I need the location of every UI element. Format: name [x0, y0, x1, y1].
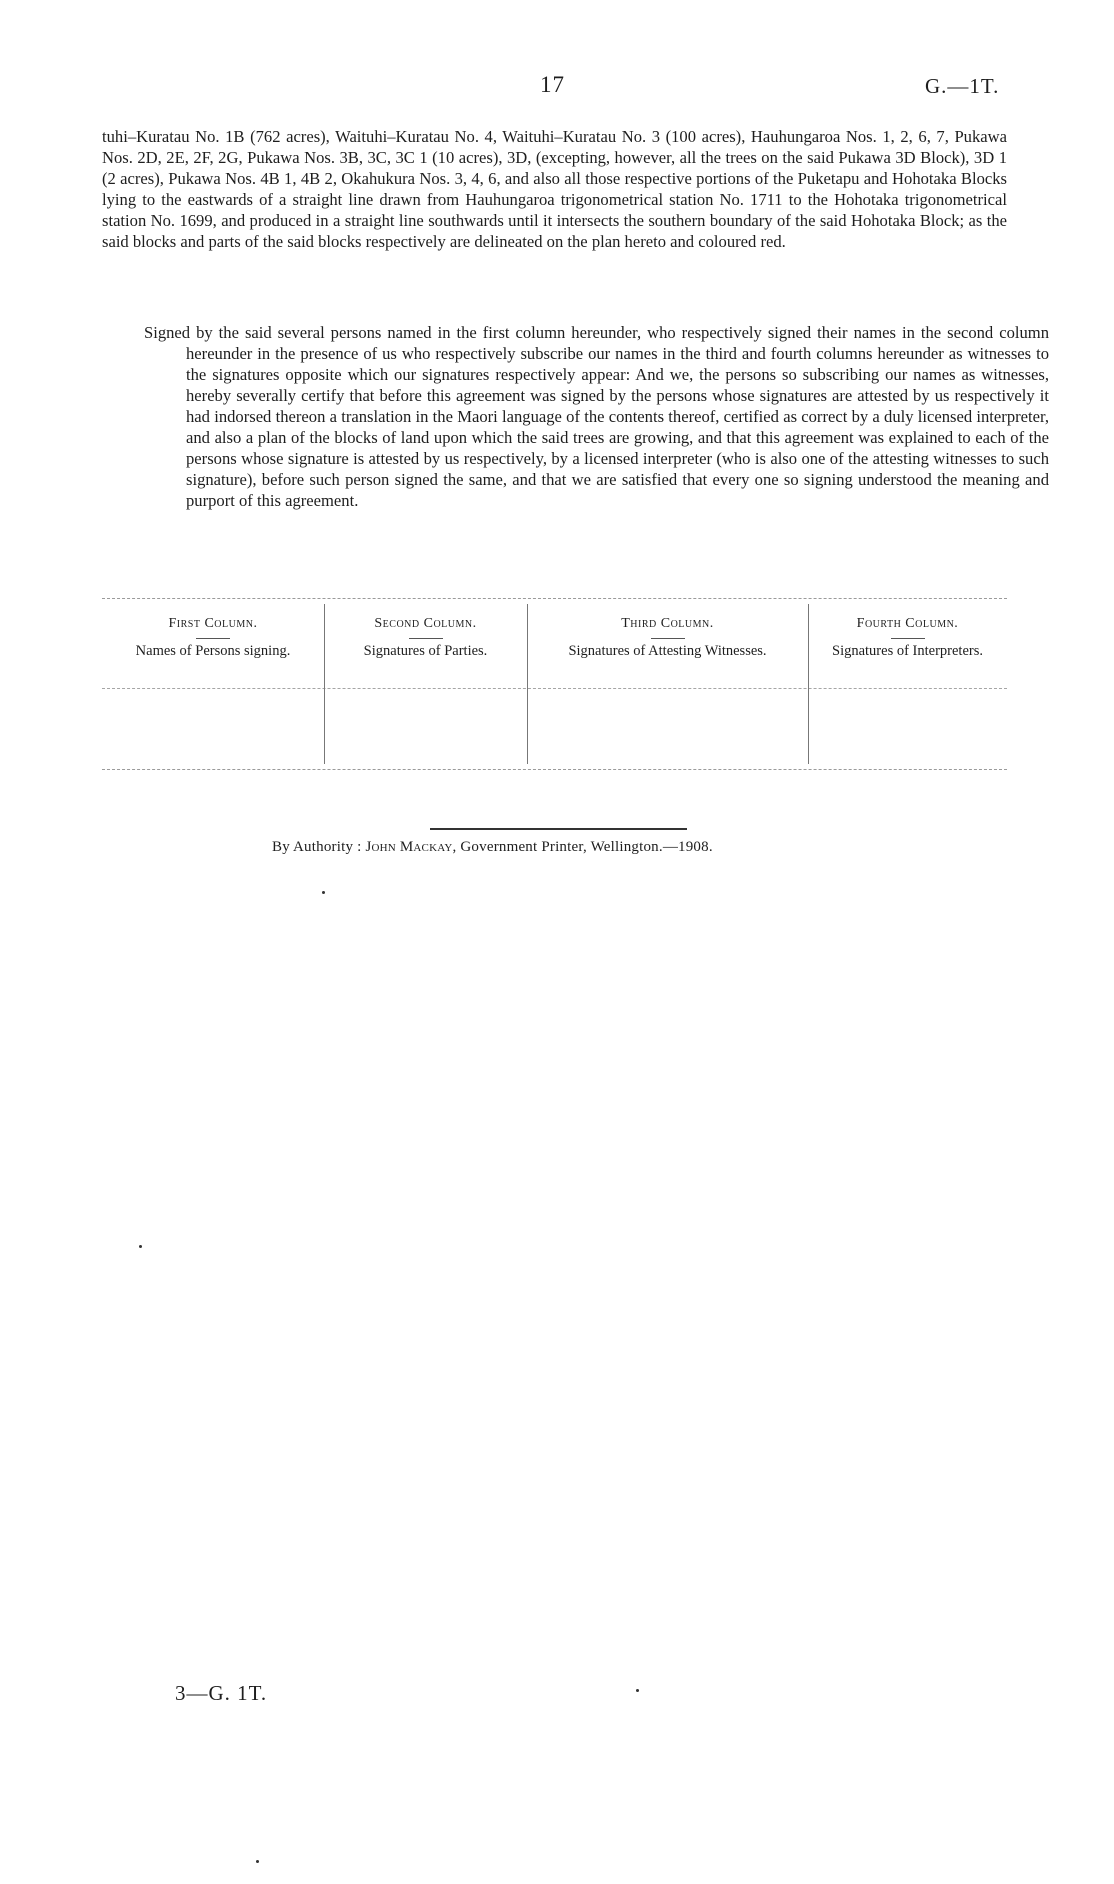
imprint-prefix: By Authority :	[272, 839, 366, 855]
heading-dash	[891, 638, 925, 639]
heading-dash	[196, 638, 230, 639]
column-heading: First Column.	[168, 616, 258, 631]
column-heading: Fourth Column.	[856, 616, 959, 631]
signature-columns-table	[102, 598, 1007, 770]
ink-speck	[139, 1245, 142, 1248]
document-reference: G.—1T.	[925, 74, 1000, 98]
table-bottom-rule	[102, 769, 1007, 770]
column-subheading: Names of Persons signing.	[135, 643, 291, 659]
table-top-rule	[102, 598, 1007, 599]
column-third	[527, 616, 808, 660]
printer-name: John Mackay	[365, 839, 453, 855]
imprint-suffix: , Government Printer, Wellington.—1908.	[452, 839, 713, 855]
imprint-rule	[430, 828, 687, 830]
column-subheading: Signatures of Parties.	[363, 643, 488, 659]
column-heading: Third Column.	[621, 616, 714, 631]
heading-dash	[651, 638, 685, 639]
ink-speck	[636, 1689, 639, 1692]
column-fourth	[808, 616, 1007, 660]
printer-imprint	[272, 839, 713, 856]
page-number: 17	[540, 72, 565, 97]
ink-speck	[256, 1860, 259, 1863]
signature-mark: 3—G. 1T.	[175, 1681, 268, 1705]
table-header-rule	[102, 688, 1007, 689]
column-heading: Second Column.	[374, 616, 477, 631]
body-paragraph-attestation: Signed by the said several persons named in the first column hereunder, who respectively signed their names in the second column hereunder in the presence of us who respectively subscribe our names in the third and fourth columns hereunder as witnesses to the signatures opposite which our signatures respectively appear: And we, the persons so subscribing our names as witnesses, hereby severally certify that before this agreement was signed by the persons whose signatures are attested by us respectively it had indorsed thereon a translation in the Maori language of the contents thereof, certified as correct by a duly licensed interpreter, and also a plan of the blocks of land upon which the said trees are growing, and that this agreement was explained to each of the persons whose signature is attested by us respectively, by a licensed interpreter (who is also one of the attesting witnesses to such signature), before such person signed the same, and that we are satisfied that every one so signing understood the meaning and purport of this agreement.	[144, 323, 1049, 510]
column-subheading: Signatures of Interpreters.	[832, 643, 983, 659]
column-subheading: Signatures of Attesting Witnesses.	[568, 643, 767, 659]
column-first	[102, 616, 324, 660]
heading-dash	[409, 638, 443, 639]
column-second	[324, 616, 527, 660]
ink-speck	[322, 891, 325, 894]
body-paragraph-continuation: tuhi–Kuratau No. 1B (762 acres), Waituhi–Kuratau No. 4, Waituhi–Kuratau No. 3 (100 acres), Hauhungaroa Nos. 1, 2, 6, 7, Pukawa Nos. 2D, 2E, 2F, 2G, Pukawa Nos. 3B, 3C, 3C 1 (10 acres), 3D, (excepting, however, all the trees on the said Pukawa 3D Block), 3D 1 (2 acres), Pukawa Nos. 4B 1, 4B 2, Okahukura Nos. 3, 4, 6, and also all those respective portions of the Puketapu and Hohotaka Blocks lying to the eastwards of a straight line drawn from Hauhungaroa trigonometrical station No. 1711 to the Hohotaka trigonometrical station No. 1699, and produced in a straight line southwards until it intersects the southern boundary of the said Hohotaka Block; as the said blocks and parts of the said blocks respectively are delineated on the plan hereto and coloured red.	[102, 127, 1007, 251]
